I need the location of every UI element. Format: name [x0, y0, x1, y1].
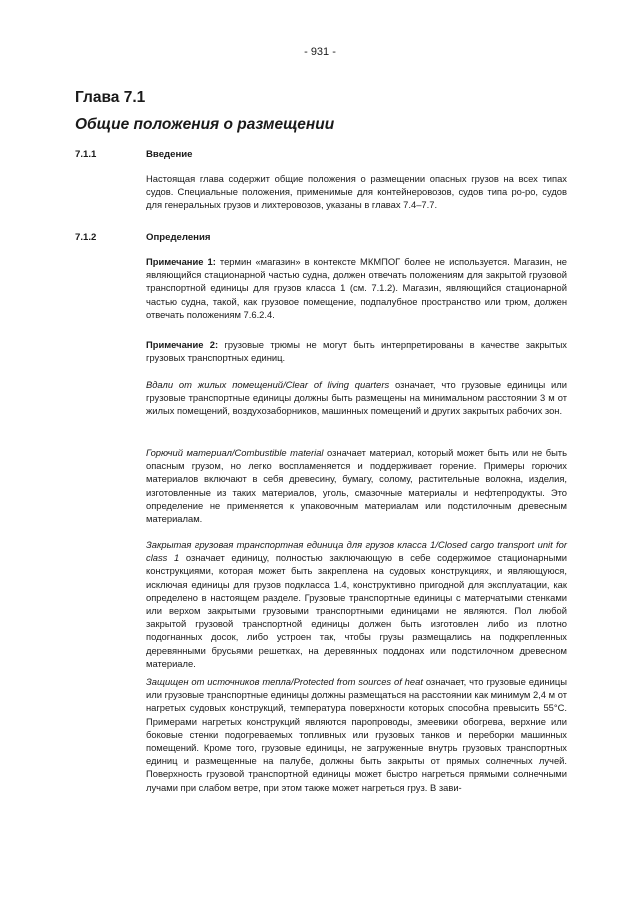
section-title: Введение	[146, 149, 193, 160]
section-number: 7.1.1	[75, 149, 97, 160]
definition-term: Вдали от жилых помещений/Clear of living quarters	[146, 379, 390, 390]
note-1-label: Примечание 1:	[146, 256, 216, 267]
definition-text: означает, что грузовые единицы или грузовые транспортные единицы должны размещаться на расстоянии как минимум 2,4 м от нагретых судовых конструкций, температура поверхности которых способна превысить 55°C. Примерами нагретых конструкций являются паропроводы, змеевики обогрева, верхние или боковые стенки подогреваемых топливных или грузовых танков и переборки машинных помещений. Кроме того, грузовые единицы, не загруженные внутрь грузовых транспортных единиц и размещенные на палубе, должны быть закрыты от прямых солнечных лучей. Поверхность грузовой транспортной единицы может быстро нагреться прямыми солнечными лучами при слабом ветре, при этом также может нагреться груз. В зави-	[146, 676, 567, 793]
note-1-text: термин «магазин» в контексте МКМПОГ более не используется. Магазин, не являющийся стационарной частью судна, должен отвечать положениям для закрытой грузовой транспортной единицы для грузов класса 1 (см. 7.1.2). Магазин, являющийся стационарной частью судна, такой, как грузовое помещение, подпалубное пространство или трюм, должен отвечать положениям 7.6.2.4.	[146, 256, 567, 320]
note-1-paragraph	[146, 255, 567, 321]
page-number: - 931 -	[304, 46, 336, 58]
section-number: 7.1.2	[75, 232, 97, 243]
definition-combustible-material	[146, 446, 567, 525]
chapter-subtitle: Общие положения о размещении	[75, 116, 335, 133]
definition-text: означает, что грузовые единицы или грузовые транспортные единицы должны быть размещены на минимальном расстоянии 3 м от жилых помещений, воздухозаборников, машинных помещений и других закрытых рабочих зон.	[146, 379, 567, 417]
definition-text: означает материал, который может быть или не быть опасным грузом, но легко воспламеняется и поддерживает горение. Примеры горючих материалов включают в себя древесину, бумагу, солому, растительные волокна, изделия, изготовленные из таких материалов, уголь, смазочные материалы и нефтепродукты. Это определение не применяется к упаковочным материалам или подстилочным древесным материалам.	[146, 447, 567, 525]
note-2-label: Примечание 2:	[146, 339, 219, 350]
definition-clear-of-living-quarters	[146, 378, 567, 418]
definition-protected-from-sources-of-heat	[146, 675, 567, 794]
section-title: Определения	[146, 232, 211, 243]
intro-paragraph: Настоящая глава содержит общие положения о размещении опасных грузов на всех типах судов. Специальные положения, применимые для контейнеровозов, судов типа ро-ро, судов для генеральных грузов и лихтеровозов, указаны в главах 7.4–7.7.	[146, 173, 567, 211]
definition-text: означает единицу, полностью заключающую в себе содержимое стационарными конструкциями, которая может быть закреплена на судовых конструкциях, и являющуюся, исключая единицы для грузов подкласса 1.4, конструктивно пригодной для эксплуатации, как определено в настоящем разделе. Грузовые транспортные единицы с матерчатыми стенками или верхом закрытыми грузовыми транспортными единицами не являются. Пол любой закрытой грузовой транспортной единицы должен быть изготовлен либо из плотно подогнанных досок, либо устроен так, чтобы грузы размещались на подкрепленных деревянными брусьями решетках, на деревянных поддонах или подстилочном древесном материале.	[146, 552, 568, 669]
definition-term: Горючий материал/Combustible material	[146, 447, 324, 458]
definition-closed-cargo-transport-unit	[146, 538, 567, 670]
note-2-paragraph	[146, 338, 567, 364]
definition-term: Закрытая грузовая транспортная единица для грузов класса 1/Closed cargo transport unit for class 1	[146, 539, 567, 564]
note-2-text: грузовые трюмы не могут быть интерпретированы в качестве закрытых грузовых транспортных единиц.	[146, 339, 567, 364]
definition-term: Защищен от источников тепла/Protected from sources of heat	[146, 676, 423, 687]
chapter-title: Глава 7.1	[75, 89, 146, 106]
